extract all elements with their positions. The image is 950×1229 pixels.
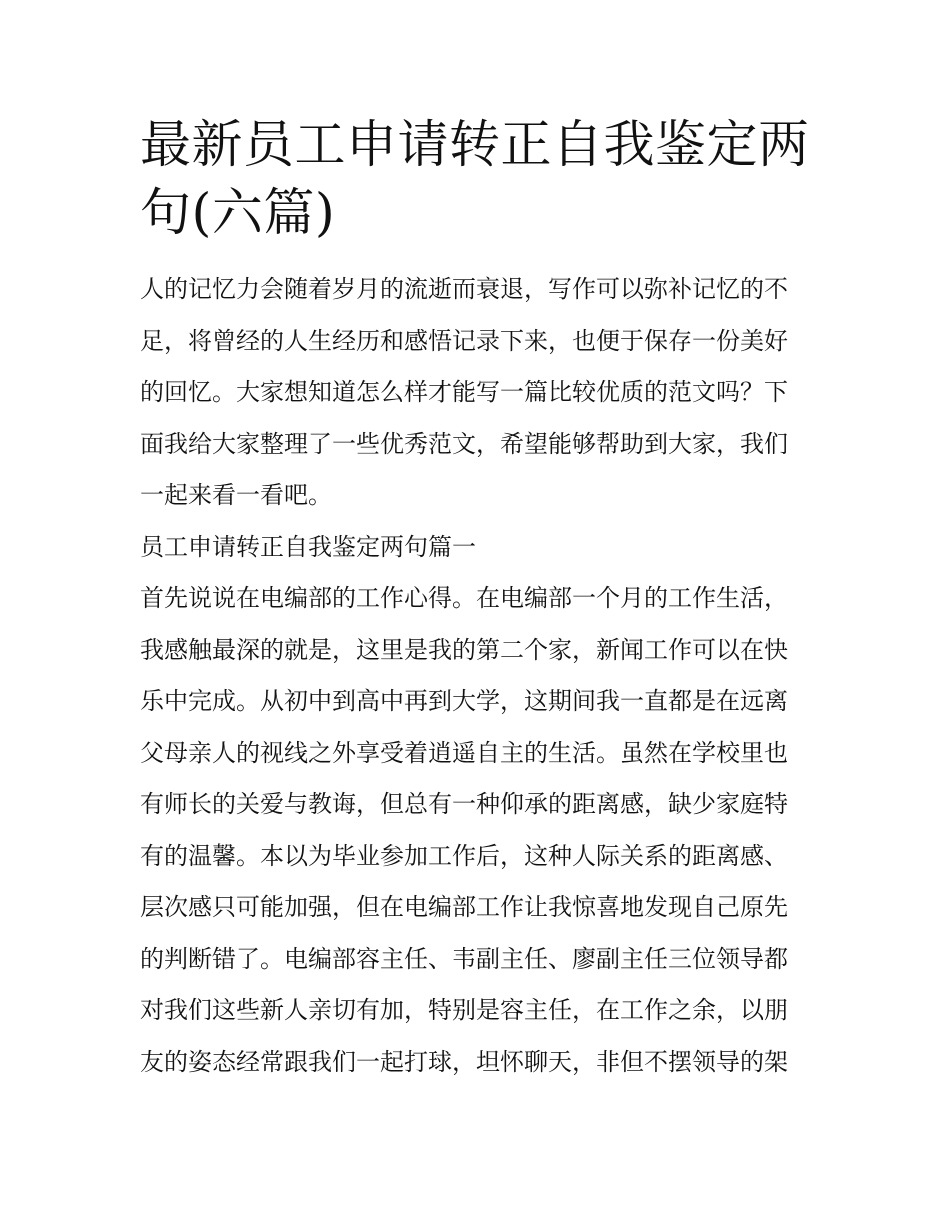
text-line: 对我们这些新人亲切有加，特别是容主任，在工作之余，以朋 (140, 996, 788, 1024)
title-line: 句(六篇) (140, 184, 336, 243)
document-title (140, 112, 812, 248)
text-line: 乐中完成。从初中到高中再到大学，这期间我一直都是在远离 (140, 687, 788, 715)
text-line: 的回忆。大家想知道怎么样才能写一篇比较优质的范文吗？下 (140, 378, 788, 406)
text-line: 首先说说在电编部的工作心得。在电编部一个月的工作生活， (140, 584, 788, 612)
text-line: 一起来看一看吧。 (140, 481, 332, 509)
text-line: 面我给大家整理了一些优秀范文，希望能够帮助到大家，我们 (140, 429, 788, 458)
text-line: 层次感只可能加强，但在电编部工作让我惊喜地发现自己原先 (140, 893, 788, 921)
title-line: 最新员工申请转正自我鉴定两 (140, 116, 810, 175)
text-line: 的判断错了。电编部容主任、韦副主任、廖副主任三位领导都 (140, 944, 788, 973)
text-line: 友的姿态经常跟我们一起打球，坦怀聊天，非但不摆领导的架 (140, 1047, 788, 1076)
document-page (140, 112, 812, 1088)
document-body (140, 264, 812, 1088)
text-line: 我感触最深的就是，这里是我的第二个家，新闻工作可以在快 (140, 635, 788, 664)
text-line: 父母亲人的视线之外享受着逍遥自主的生活。虽然在学校里也 (140, 738, 788, 767)
text-line: 足，将曾经的人生经历和感悟记录下来，也便于保存一份美好 (140, 326, 788, 355)
section-heading: 员工申请转正自我鉴定两句篇一 (140, 532, 476, 561)
section-paragraph (140, 573, 812, 1088)
text-line: 有的温馨。本以为毕业参加工作后，这种人际关系的距离感、 (140, 841, 788, 870)
text-line: 有师长的关爱与教诲，但总有一种仰承的距离感，缺少家庭特 (140, 790, 788, 818)
text-line: 人的记忆力会随着岁月的流逝而衰退，写作可以弥补记忆的不 (140, 275, 788, 303)
intro-paragraph (140, 264, 812, 522)
